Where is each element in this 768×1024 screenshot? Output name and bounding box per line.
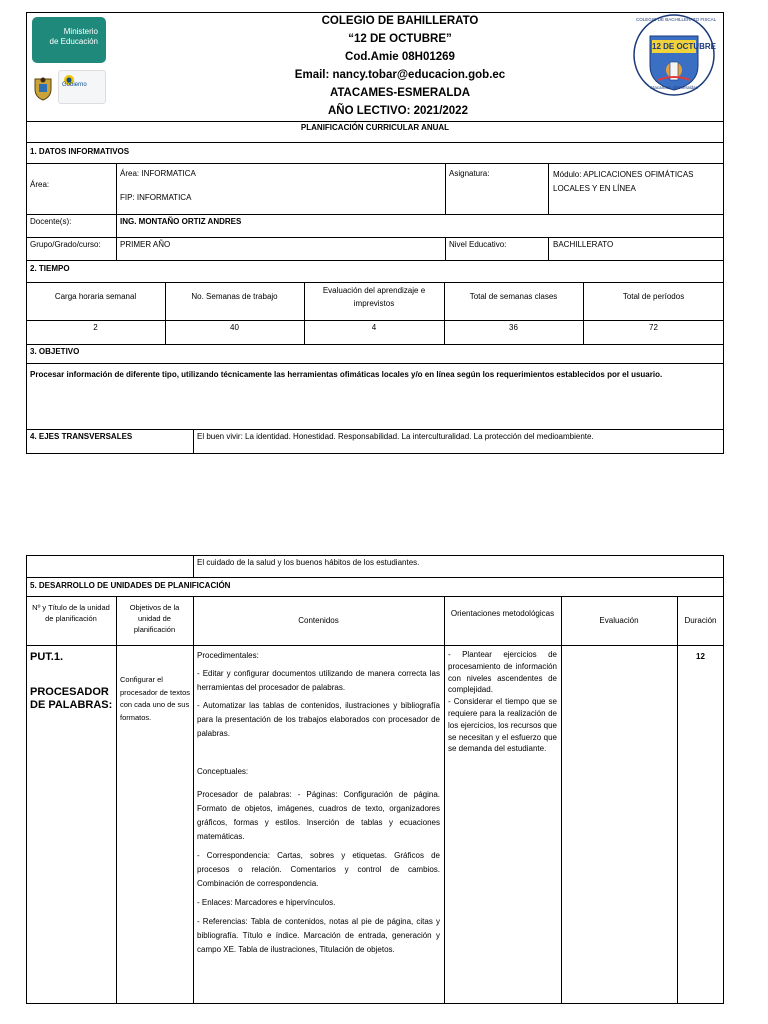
unit-duration: 12	[696, 652, 705, 661]
unit-title: PROCESADOR DE PALABRAS:	[30, 686, 113, 711]
school-email: Email: nancy.tobar@educacion.gob.ec	[294, 69, 506, 81]
objective-text: Procesar información de diferente tipo, utilizando técnicamente las herramientas ofimáticas locales y/o en línea según los requerimientos establecidos por el usuario.	[30, 370, 663, 379]
time-value-periods: 72	[649, 323, 658, 332]
time-header-evaluation: Evaluación del aprendizaje e imprevistos	[322, 286, 426, 308]
evaluation-header: Evaluación	[599, 616, 639, 625]
procedural-title: Procedimentales:	[197, 651, 259, 660]
conceptual-item: - Referencias: Tabla de contenidos, notas al pie de página, citas y bibliografía. Título e índice. Marcación de entrada, generación y campo XE. Tabla de ilustraciones, Titulación de objetos.	[197, 917, 440, 954]
guideline-item: - Plantear ejercicios de procesamiento de información con niveles ascendentes de complejidad.	[448, 650, 557, 695]
time-value-class-weeks: 36	[509, 323, 518, 332]
time-header-periods: Total de períodos	[622, 292, 685, 301]
level-label: Nivel Educativo:	[449, 240, 507, 249]
section2-title: 2. TIEMPO	[30, 264, 70, 273]
unit-contents	[197, 649, 440, 957]
time-header-weeks: No. Semanas de trabajo	[191, 292, 278, 301]
conceptual-item: - Enlaces: Marcadores e hipervínculos.	[197, 898, 336, 907]
time-header-class-weeks: Total de semanas clases	[469, 292, 558, 301]
teacher-label: Docente(s):	[30, 217, 72, 226]
conceptual-title: Conceptuales:	[197, 767, 249, 776]
subject-label: Asignatura:	[449, 169, 490, 178]
module-value: Módulo: APLICACIONES OFIMÁTICAS LOCALES Y EN LÍNEA	[553, 170, 694, 193]
unit-code: PUT.1.	[30, 651, 64, 663]
teacher-value: ING. MONTAÑO ORTIZ ANDRES	[120, 217, 242, 226]
group-value: PRIMER AÑO	[120, 240, 171, 249]
level-value: BACHILLERATO	[553, 240, 614, 249]
conceptual-item: - Correspondencia: Cartas, sobres y etiquetas. Gráficos de procesos o relación. Comentarios y control de cambios. Combinación de correspondencia.	[197, 851, 440, 888]
section1-title: 1. DATOS INFORMATIVOS	[30, 147, 130, 156]
guideline-item: - Considerar el tiempo que se requiere para la realización de los ejercicios, los recursos que se necesitan y el esfuerzo que se demanda del estudiante.	[448, 697, 557, 754]
time-value-evaluation: 4	[371, 323, 377, 332]
procedural-item: - Editar y configurar documentos utilizando de manera correcta las herramientas del procesador de palabras.	[197, 669, 440, 692]
area-label: Área:	[30, 180, 50, 189]
fip-value: FIP: INFORMATICA	[120, 193, 192, 202]
contents-header: Contenidos	[298, 616, 339, 625]
procedural-item: - Automatizar las tablas de contenidos, ilustraciones y bibliografía para la presentación de los trabajos elaborados con procesador de palabras.	[197, 701, 440, 738]
section4-title: 4. EJES TRANSVERSALES	[30, 432, 133, 441]
time-value-weeks: 40	[230, 323, 239, 332]
unit-objective: Configurar el procesador de textos con cada uno de sus formatos.	[120, 675, 191, 722]
school-name: COLEGIO DE BAHILLERATO	[321, 15, 479, 27]
section5-title: 5. DESARROLLO DE UNIDADES DE PLANIFICACIÓN	[30, 581, 231, 590]
school-location: ATACAMES-ESMERALDA	[329, 87, 471, 99]
time-value-weekly-load: 2	[93, 323, 98, 332]
objectives-header: Objetivos de la unidad de planificación	[129, 603, 180, 634]
duration-header: Duración	[684, 616, 717, 625]
plan-table-frame	[26, 12, 724, 454]
area-value: Área: INFORMATICA	[120, 169, 196, 178]
unit-header: Nº y Título de la unidad de planificación	[32, 603, 110, 623]
section3-title: 3. OBJETIVO	[30, 347, 80, 356]
guidelines-header: Orientaciones metodológicas	[450, 609, 555, 618]
government-logo: Gobierno	[58, 70, 106, 104]
ministry-logo: Ministerio de Educación	[32, 17, 106, 63]
time-header-weekly-load: Carga horaria semanal	[54, 292, 137, 301]
seal-top-text: COLEGIO DE BACHILLERATO FISCAL	[636, 17, 717, 22]
school-subtitle: “12 DE OCTUBRE”	[348, 33, 452, 45]
transversal-axes-text: El buen vivir: La identidad. Honestidad. Responsabilidad. La interculturalidad. La protección del medioambiente.	[197, 432, 594, 441]
school-year: AÑO LECTIVO: 2021/2022	[328, 105, 468, 117]
transversal-axes-continued: El cuidado de la salud y los buenos hábitos de los estudiantes.	[197, 558, 420, 567]
seal-bottom-text: Atacames - Esmeraldas	[650, 85, 698, 90]
plan-title: PLANIFICACIÓN CURRICULAR ANUAL	[300, 123, 450, 132]
unit-guidelines	[448, 649, 557, 755]
group-label: Grupo/Grado/curso:	[30, 240, 101, 249]
amie-code: Cod.Amie 08H01269	[345, 51, 455, 63]
conceptual-item: Procesador de palabras: - Páginas: Configuración de página. Formato de objetos, imágenes, cuadros de texto, organizadores gráficos, formas y estilos. Inserción de tablas y ecuaciones matemáticas.	[197, 790, 440, 841]
seal-center-text: 12 DE OCTUBRE	[652, 42, 717, 51]
